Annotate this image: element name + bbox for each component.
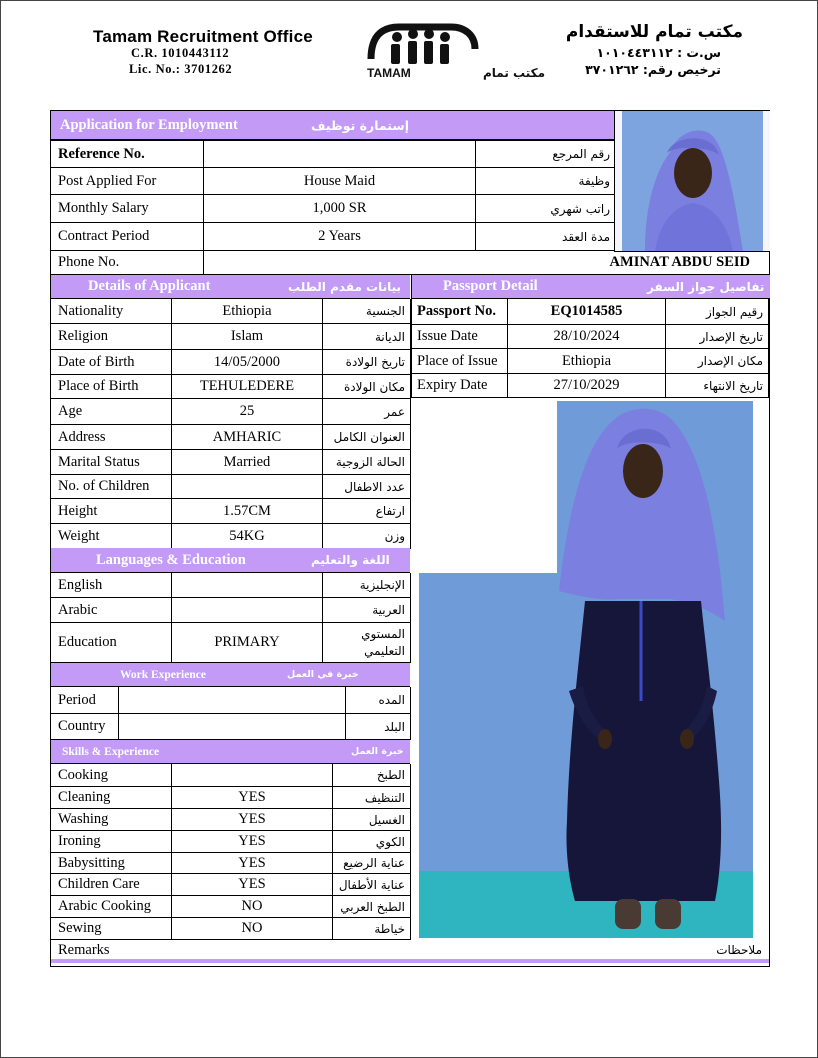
children-label: No. of Children — [51, 475, 172, 498]
english-label-ar: الإنجليزية — [359, 578, 406, 592]
table-row — [51, 195, 615, 223]
weight-value: 54KG — [172, 524, 324, 548]
arabic-label: Arabic — [51, 598, 172, 622]
country-value — [119, 714, 346, 739]
languages-table — [51, 573, 411, 663]
applicant-full-photo — [419, 401, 753, 938]
details-title-en: Details of Applicant — [88, 278, 211, 294]
skill-babysitting-label: Babysitting — [51, 853, 172, 873]
table-row — [51, 499, 410, 524]
skill-arabic-cooking-label-ar: الطبخ العربي — [340, 899, 406, 914]
application-title-band — [51, 111, 614, 140]
table-row — [412, 325, 768, 349]
logo-text-ar: مكتب تمام — [483, 66, 546, 80]
arabic-label-ar: العربية — [372, 603, 406, 617]
applicant-full-photo-image — [419, 401, 753, 938]
table-row — [51, 809, 410, 831]
skill-washing-label: Washing — [51, 809, 172, 830]
skill-cooking-value — [172, 764, 334, 786]
skill-babysitting-value: YES — [172, 853, 334, 873]
period-label-ar: المده — [378, 693, 405, 707]
skill-cleaning-value: YES — [172, 787, 334, 808]
nationality-value: Ethiopia — [172, 299, 324, 323]
country-label: Country — [51, 714, 119, 739]
table-row — [51, 425, 410, 450]
pob-label-ar: مكان الولادة — [344, 379, 406, 394]
tamam-logo — [363, 19, 546, 81]
table-row — [51, 524, 410, 549]
table-row — [412, 374, 768, 398]
age-value: 25 — [172, 399, 324, 424]
arabic-value — [172, 598, 324, 622]
application-title-ar: إستمارة توظيف — [311, 117, 409, 133]
office-license-en: Lic. No.: 3701262 — [129, 62, 233, 76]
education-value: PRIMARY — [172, 623, 324, 662]
table-row — [51, 251, 770, 275]
details-table — [51, 299, 411, 549]
work-title-band — [51, 663, 410, 687]
education-label: Education — [51, 623, 172, 662]
country-label-ar: البلد — [384, 719, 405, 734]
dob-value: 14/05/2000 — [172, 350, 324, 374]
age-label-ar: عمر — [384, 404, 406, 419]
reference-label: Reference No. — [51, 141, 204, 167]
height-label: Height — [51, 499, 172, 523]
skill-babysitting-label-ar: عناية الرضيع — [343, 856, 406, 870]
table-row — [51, 399, 410, 425]
address-label-ar: العنوان الكامل — [333, 430, 406, 444]
age-label: Age — [51, 399, 172, 424]
post-label: Post Applied For — [51, 168, 204, 194]
table-row — [51, 324, 410, 350]
application-title-en: Application for Employment — [60, 116, 238, 133]
languages-title-band — [51, 548, 410, 573]
table-row — [51, 475, 410, 499]
religion-label-ar: الديانة — [374, 329, 406, 344]
skill-cleaning-label: Cleaning — [51, 787, 172, 808]
table-row — [51, 687, 410, 714]
weight-label: Weight — [51, 524, 172, 548]
contract-label: Contract Period — [51, 223, 204, 250]
expiry-label: Expiry Date — [412, 374, 508, 397]
skill-arabic-cooking-label: Arabic Cooking — [51, 896, 172, 917]
skill-cooking-label-ar: الطبخ — [376, 768, 406, 782]
passport-no-label-ar: رقيم الجواز — [705, 304, 763, 319]
table-row — [51, 350, 410, 375]
table-row — [51, 853, 410, 874]
english-label: English — [51, 573, 172, 597]
place-issue-value: Ethiopia — [508, 349, 665, 373]
skill-sewing-label: Sewing — [51, 918, 172, 939]
address-value: AMHARIC — [172, 425, 324, 449]
skill-arabic-cooking-value: NO — [172, 896, 334, 917]
skill-ironing-value: YES — [172, 831, 334, 852]
table-row — [51, 450, 410, 475]
skill-childcare-value: YES — [172, 874, 334, 895]
reference-value — [204, 141, 476, 167]
table-row — [51, 874, 410, 896]
skill-washing-value: YES — [172, 809, 334, 830]
pob-label: Place of Birth — [51, 375, 172, 398]
table-row — [51, 573, 410, 598]
post-label-ar: وظيفة — [578, 174, 610, 188]
table-row — [51, 831, 410, 853]
passport-table — [411, 299, 769, 398]
place-issue-label-ar: مكان الإصدار — [697, 354, 763, 368]
passport-title-en: Passport Detail — [443, 278, 538, 294]
remarks-label-ar: ملاحظات — [716, 943, 762, 957]
issue-date-label-ar: تاريخ الإصدار — [699, 329, 763, 344]
contract-value: 2 Years — [204, 223, 476, 250]
table-row — [51, 918, 410, 940]
reference-label-ar: رقم المرجع — [552, 147, 610, 161]
details-title-band — [51, 275, 410, 299]
office-name-en: Tamam Recruitment Office — [93, 27, 313, 46]
period-label: Period — [51, 687, 119, 713]
expiry-value: 27/10/2029 — [508, 374, 665, 397]
dob-label-ar: تاريخ الولادة — [345, 355, 406, 369]
issue-date-value: 28/10/2024 — [508, 325, 665, 348]
tamam-logo-icon — [363, 19, 546, 81]
dob-label: Date of Birth — [51, 350, 172, 374]
skills-title-band — [51, 740, 410, 764]
remarks-label: Remarks — [58, 941, 110, 958]
salary-value: 1,000 SR — [204, 195, 476, 222]
skill-ironing-label-ar: الكوي — [375, 834, 406, 849]
skills-title-en: Skills & Experience — [62, 745, 160, 758]
skill-sewing-label-ar: خياطة — [374, 921, 406, 936]
work-table — [51, 687, 411, 740]
languages-title-ar: اللغة والتعليم — [311, 553, 390, 567]
passport-title-ar: تفاصيل جواز السفر — [647, 279, 765, 294]
office-name-ar: مكتب تمام للاستقدام — [565, 22, 743, 42]
nationality-label: Nationality — [51, 299, 172, 323]
skill-childcare-label: Children Care — [51, 874, 172, 895]
passport-no-label: Passport No. — [412, 299, 508, 324]
height-value: 1.57CM — [172, 499, 324, 523]
skill-sewing-value: NO — [172, 918, 334, 939]
religion-label: Religion — [51, 324, 172, 349]
skills-title-ar: خبرة العمل — [351, 746, 404, 757]
nationality-label-ar: الجنسية — [365, 304, 406, 318]
skill-childcare-label-ar: عناية الأطفال — [338, 877, 406, 892]
marital-label: Marital Status — [51, 450, 172, 474]
salary-label: Monthly Salary — [51, 195, 204, 222]
issue-date-label: Issue Date — [412, 325, 508, 348]
work-title-ar: خبرة في العمل — [287, 669, 359, 680]
children-value — [172, 475, 324, 498]
weight-label-ar: وزن — [384, 529, 406, 543]
marital-label-ar: الحالة الزوجية — [335, 455, 406, 469]
table-row — [51, 168, 615, 195]
post-value: House Maid — [204, 168, 476, 194]
languages-title-en: Languages & Education — [96, 551, 246, 568]
table-row — [51, 787, 410, 809]
work-title-en: Work Experience — [120, 668, 206, 681]
skills-table — [51, 764, 411, 940]
passport-no-value: EQ1014585 — [508, 299, 665, 324]
details-title-ar: بيانات مقدم الطلب — [288, 279, 402, 294]
education-label-ar: المستوي التعليمي — [361, 626, 406, 658]
office-cr-ar: س.ت : ١٠١٠٤٤٣١١٢ — [596, 45, 721, 60]
skill-cooking-label: Cooking — [51, 764, 172, 786]
table-row — [51, 375, 410, 399]
skill-washing-label-ar: الغسيل — [368, 812, 406, 827]
skill-ironing-label: Ironing — [51, 831, 172, 852]
religion-value: Islam — [172, 324, 324, 349]
marital-value: Married — [172, 450, 324, 474]
table-row — [51, 764, 410, 787]
salary-label-ar: راتب شهري — [550, 201, 610, 216]
place-issue-label: Place of Issue — [412, 349, 508, 373]
applicant-name: AMINAT ABDU SEID — [609, 254, 750, 270]
applicant-headshot-image — [615, 111, 770, 251]
office-cr-en: C.R. 1010443112 — [131, 46, 230, 60]
applicant-headshot — [614, 111, 770, 252]
expiry-label-ar: تاريخ الانتهاء — [703, 378, 763, 393]
office-license-ar: ترخيص رقم: ٣٧٠١٢٦٢ — [585, 62, 721, 77]
skill-cleaning-label-ar: التنظيف — [364, 790, 406, 805]
english-value — [172, 573, 324, 597]
table-row — [412, 299, 768, 325]
phone-label: Phone No. — [51, 251, 204, 274]
pob-value: TEHULEDERE — [172, 375, 324, 398]
address-label: Address — [51, 425, 172, 449]
height-label-ar: ارتفاع — [375, 504, 406, 518]
table-row — [51, 598, 410, 623]
table-row — [51, 896, 410, 918]
table-row — [51, 299, 410, 324]
table-row — [412, 349, 768, 374]
contract-label-ar: مدة العقد — [562, 229, 610, 244]
children-label-ar: عدد الاطفال — [344, 479, 406, 494]
table-row — [51, 223, 615, 251]
remarks-row — [51, 941, 769, 963]
table-row — [51, 714, 410, 740]
table-row — [51, 623, 410, 663]
passport-title-band — [411, 275, 770, 299]
logo-text-en: TAMAM — [367, 66, 411, 80]
table-row — [51, 140, 615, 168]
period-value — [119, 687, 346, 713]
